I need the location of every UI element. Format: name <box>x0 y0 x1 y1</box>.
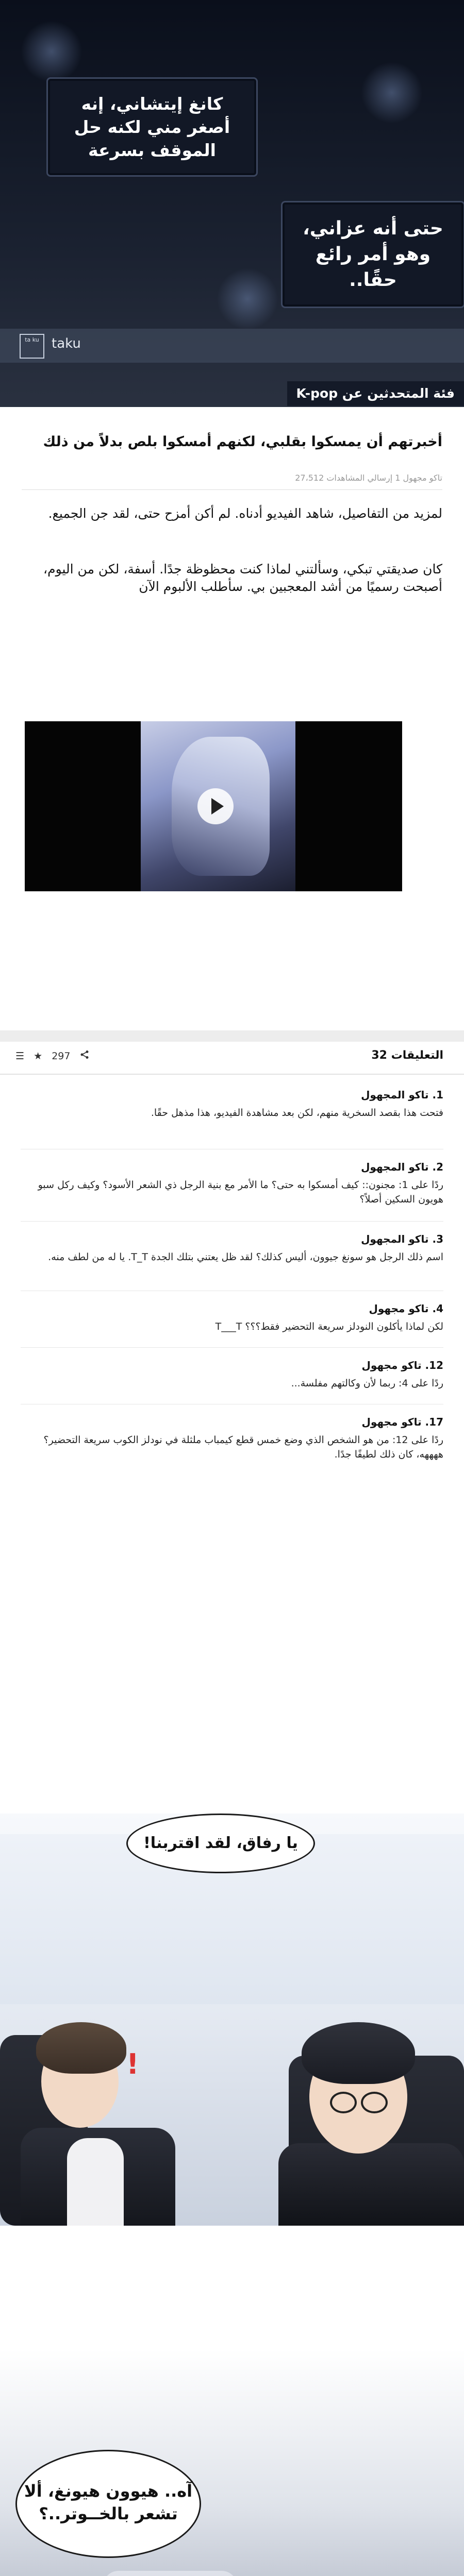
comment-item <box>21 1087 443 1120</box>
light-glow <box>361 62 423 124</box>
views-count: 297 <box>52 1050 71 1062</box>
divider <box>21 1347 443 1348</box>
section-separator <box>0 1030 464 1042</box>
article-panel <box>0 422 464 1030</box>
car-seat <box>103 2571 237 2576</box>
comment-item <box>21 1231 443 1264</box>
speech-bubble: آه.. هيوون هيونغ، ألا تشعر بالخــوتر..؟ <box>15 2450 201 2558</box>
comment-item <box>21 1301 443 1334</box>
comments-count: التعليقات 32 <box>371 1049 443 1062</box>
comment-text: ردًا على 4: ربما لأن وكالتهم مفلسة... <box>291 1378 443 1389</box>
comment-author: 17. تاكو مجهول <box>361 1416 443 1428</box>
speech-bubble: يا رفاق، لقد اقتربنا! <box>126 1814 315 1873</box>
share-icon[interactable] <box>80 1050 89 1062</box>
divider <box>22 489 442 490</box>
author-logo-icon: ta ku <box>20 334 44 359</box>
comments-toolbar <box>0 1042 464 1075</box>
exclamation-mark: ! <box>126 2048 139 2080</box>
glasses <box>361 2092 388 2113</box>
author-bar <box>0 329 464 363</box>
intro-panel <box>0 0 464 407</box>
character-hair <box>36 2022 126 2074</box>
play-icon[interactable] <box>197 788 234 824</box>
light-glow <box>217 268 278 330</box>
car-scene-panel <box>0 1814 464 2226</box>
video-player[interactable] <box>25 721 402 891</box>
comment-author: 4. تاكو مجهول <box>369 1302 443 1315</box>
comment-item <box>21 1414 443 1462</box>
comment-text: اسم ذلك الرجل هو سونغ جيوون، أليس كذلك؟ لقد ظل يعتني بتلك الجدة T_T. يا له من لطف منه. <box>48 1251 443 1263</box>
article-paragraph: كان صديقتي تبكي، وسألتني لماذا كنت محظوظة جدًا. أسفة، لكن من اليوم، أصبحت رسميًا من أشد المعجبين بي. سأطلب الألبوم الآن <box>43 562 442 594</box>
comment-item <box>21 1358 443 1391</box>
video-frame <box>141 721 295 891</box>
category-label[interactable]: فئة المتحدثين عن K-pop <box>287 381 464 406</box>
character-body <box>278 2143 464 2226</box>
comment-author: 3. تاكو المجهول <box>361 1233 443 1245</box>
speech-bubble: كانغ إيتشاني، إنه أصغر مني لكنه حل الموقف بسرعة <box>46 77 258 177</box>
speech-bubble: حتى أنه عزاني، وهو أمر رائع حقًا.. <box>281 201 464 308</box>
comments-tools <box>15 1050 95 1062</box>
comment-author: 2. تاكو المجهول <box>361 1161 443 1173</box>
comment-author: 12. تاكو مجهول <box>361 1359 443 1371</box>
glasses <box>330 2092 357 2113</box>
comment-text: ردًا على 12: من هو الشخص الذي وضع خمس قطع كيمباب ملثلة في نودلز الكوب سريعة التحضير؟ ههههه، كان ذلك لطيفًا جدًا. <box>43 1434 443 1460</box>
comments-panel <box>0 1030 464 1597</box>
author-name[interactable]: taku <box>52 336 81 351</box>
star-icon[interactable]: ★ <box>34 1050 43 1062</box>
list-icon[interactable]: ☰ <box>15 1050 25 1062</box>
article-meta: تاكو مجهول 1 إرسالي المشاهدات 27،512 <box>295 473 442 483</box>
comment-text: فتحت هذا بقصد السخرية منهم، لكن بعد مشاهدة الفيديو، هذا مذهل حقًا. <box>151 1107 443 1118</box>
comment-item <box>21 1159 443 1207</box>
comment-text: لكن لماذا يأكلون النودلز سريعة التحضير فقط؟؟؟ T___T <box>215 1321 443 1332</box>
comment-text: ردًا على 1: مجنون:: كيف أمسكوا به حتى؟ ما الأمر مع بنية الرجل ذي الشعر الأسود؟ وكيف ركل سبو هويون السكين أصلاً؟ <box>38 1179 443 1205</box>
character-hair <box>302 2022 415 2084</box>
comment-author: 1. تاكو المجهول <box>361 1089 443 1101</box>
article-title: أخبرتهم أن يمسكوا بقلبي، لكنهم أمسكوا بلص بدلاً من ذلك <box>43 434 442 450</box>
light-glow <box>21 21 82 82</box>
article-paragraph: لمزيد من التفاصيل، شاهد الفيديو أدناه. لم أكن أمزح حتى، لقد جن الجميع. <box>48 506 442 521</box>
divider <box>21 1221 443 1222</box>
character-shirt <box>67 2138 124 2226</box>
dark-scene-panel <box>0 2349 464 2576</box>
